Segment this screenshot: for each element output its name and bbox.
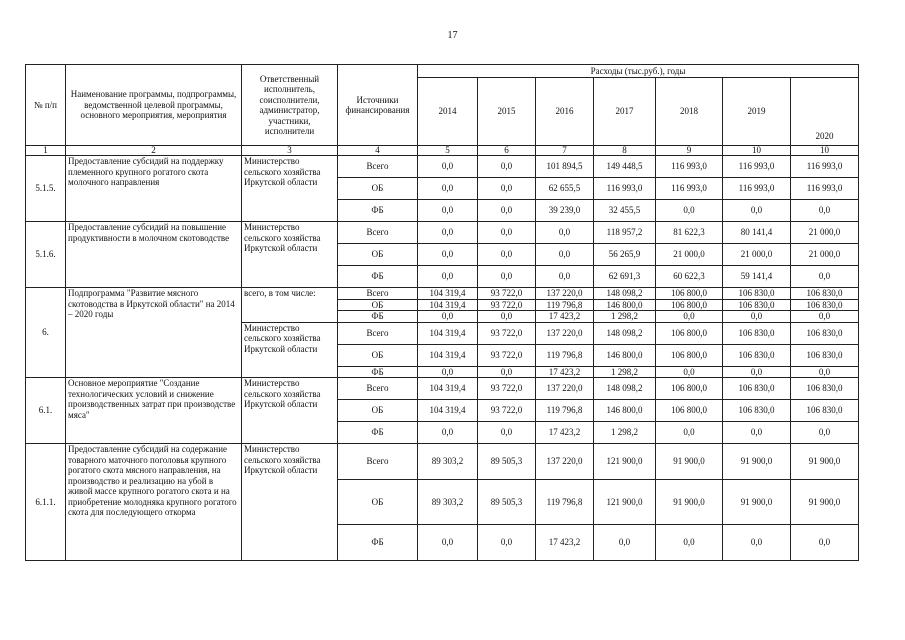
funding-source: ФБ	[338, 266, 418, 288]
amount-cell: 93 722,0	[478, 344, 536, 366]
funding-source: ОБ	[338, 178, 418, 200]
amount-cell: 0,0	[723, 525, 791, 561]
amount-cell: 149 448,5	[594, 156, 656, 178]
amount-cell: 0,0	[791, 200, 859, 222]
amount-cell: 0,0	[656, 525, 723, 561]
amount-cell: 137 220,0	[536, 288, 594, 300]
amount-cell: 93 722,0	[478, 378, 536, 400]
amount-cell: 146 800,0	[594, 400, 656, 422]
table-row	[26, 444, 859, 480]
budget-table	[25, 64, 859, 561]
amount-cell: 0,0	[478, 156, 536, 178]
amount-cell: 21 000,0	[723, 244, 791, 266]
column-number-row	[26, 146, 859, 156]
header-year: 2019	[723, 78, 791, 146]
header-num: № п/п	[26, 65, 66, 146]
row-name: Подпрограмма "Развитие мясного скотоводства в Иркутской области" на 2014 – 2020 годы	[66, 288, 242, 378]
amount-cell: 17 423,2	[536, 525, 594, 561]
amount-cell: 0,0	[418, 222, 478, 244]
amount-cell: 17 423,2	[536, 366, 594, 378]
header-expenses: Расходы (тыс.руб.), годы	[418, 65, 859, 78]
amount-cell: 106 800,0	[656, 322, 723, 344]
funding-source: ОБ	[338, 299, 418, 311]
row-executor: Министерство сельского хозяйства Иркутской области	[242, 444, 338, 561]
amount-cell: 32 455,5	[594, 200, 656, 222]
table-row	[26, 378, 859, 400]
amount-cell: 0,0	[418, 156, 478, 178]
amount-cell: 148 098,2	[594, 322, 656, 344]
funding-source: ФБ	[338, 525, 418, 561]
header-name: Наименование программы, подпрограммы, ведомственной целевой программы, основного мероприятия, мероприятия	[66, 65, 242, 146]
amount-cell: 0,0	[723, 311, 791, 323]
funding-source: ФБ	[338, 366, 418, 378]
amount-cell: 0,0	[478, 525, 536, 561]
funding-source: Всего	[338, 222, 418, 244]
amount-cell: 91 900,0	[723, 444, 791, 480]
amount-cell: 59 141,4	[723, 266, 791, 288]
amount-cell: 0,0	[594, 525, 656, 561]
funding-source: ОБ	[338, 344, 418, 366]
amount-cell: 106 830,0	[791, 322, 859, 344]
amount-cell: 89 505,3	[478, 444, 536, 480]
header-year: 2018	[656, 78, 723, 146]
amount-cell: 0,0	[791, 366, 859, 378]
amount-cell: 0,0	[478, 200, 536, 222]
amount-cell: 146 800,0	[594, 299, 656, 311]
amount-cell: 0,0	[418, 366, 478, 378]
table-row	[26, 222, 859, 244]
amount-cell: 62 691,3	[594, 266, 656, 288]
funding-source: Всего	[338, 444, 418, 480]
amount-cell: 116 993,0	[791, 156, 859, 178]
amount-cell: 0,0	[418, 311, 478, 323]
row-name: Предоставление субсидий на поддержку племенного крупного рогатого скота молочного направления	[66, 156, 242, 222]
amount-cell: 119 796,8	[536, 400, 594, 422]
amount-cell: 106 830,0	[723, 288, 791, 300]
column-number: 7	[536, 146, 594, 156]
amount-cell: 0,0	[536, 222, 594, 244]
funding-source: Всего	[338, 378, 418, 400]
amount-cell: 106 800,0	[656, 344, 723, 366]
column-number: 2	[66, 146, 242, 156]
amount-cell: 104 319,4	[418, 322, 478, 344]
amount-cell: 62 655,5	[536, 178, 594, 200]
amount-cell: 89 303,2	[418, 480, 478, 525]
column-number: 6	[478, 146, 536, 156]
amount-cell: 106 830,0	[791, 400, 859, 422]
amount-cell: 119 796,8	[536, 480, 594, 525]
amount-cell: 93 722,0	[478, 288, 536, 300]
funding-source: ОБ	[338, 244, 418, 266]
amount-cell: 0,0	[536, 266, 594, 288]
amount-cell: 146 800,0	[594, 344, 656, 366]
amount-cell: 91 900,0	[723, 480, 791, 525]
amount-cell: 21 000,0	[791, 222, 859, 244]
amount-cell: 93 722,0	[478, 400, 536, 422]
amount-cell: 1 298,2	[594, 311, 656, 323]
amount-cell: 0,0	[478, 178, 536, 200]
amount-cell: 0,0	[723, 422, 791, 444]
amount-cell: 21 000,0	[791, 244, 859, 266]
column-number: 8	[594, 146, 656, 156]
row-executor: Министерство сельского хозяйства Иркутской области	[242, 222, 338, 288]
amount-cell: 106 830,0	[791, 299, 859, 311]
amount-cell: 0,0	[656, 200, 723, 222]
column-number: 10	[791, 146, 859, 156]
amount-cell: 1 298,2	[594, 422, 656, 444]
amount-cell: 104 319,4	[418, 344, 478, 366]
funding-source: Всего	[338, 322, 418, 344]
amount-cell: 137 220,0	[536, 444, 594, 480]
amount-cell: 60 622,3	[656, 266, 723, 288]
amount-cell: 116 993,0	[656, 156, 723, 178]
amount-cell: 0,0	[478, 422, 536, 444]
funding-source: ФБ	[338, 422, 418, 444]
amount-cell: 0,0	[791, 525, 859, 561]
amount-cell: 0,0	[656, 366, 723, 378]
amount-cell: 104 319,4	[418, 378, 478, 400]
amount-cell: 119 796,8	[536, 344, 594, 366]
amount-cell: 116 993,0	[723, 178, 791, 200]
amount-cell: 39 239,0	[536, 200, 594, 222]
column-number: 4	[338, 146, 418, 156]
table-row	[26, 288, 859, 300]
amount-cell: 121 900,0	[594, 480, 656, 525]
amount-cell: 91 900,0	[656, 480, 723, 525]
table-row	[26, 156, 859, 178]
row-number: 6.1.1.	[26, 444, 66, 561]
amount-cell: 106 800,0	[656, 299, 723, 311]
amount-cell: 106 830,0	[723, 322, 791, 344]
column-number: 3	[242, 146, 338, 156]
amount-cell: 89 303,2	[418, 444, 478, 480]
row-name: Предоставление субсидий на повышение продуктивности в молочном скотоводстве	[66, 222, 242, 288]
amount-cell: 0,0	[418, 178, 478, 200]
amount-cell: 106 830,0	[723, 344, 791, 366]
column-number: 5	[418, 146, 478, 156]
header-year: 2014	[418, 78, 478, 146]
amount-cell: 121 900,0	[594, 444, 656, 480]
amount-cell: 137 220,0	[536, 322, 594, 344]
amount-cell: 0,0	[656, 422, 723, 444]
column-number: 1	[26, 146, 66, 156]
amount-cell: 93 722,0	[478, 322, 536, 344]
row-executor: Министерство сельского хозяйства Иркутской области	[242, 322, 338, 378]
amount-cell: 1 298,2	[594, 366, 656, 378]
amount-cell: 106 830,0	[723, 378, 791, 400]
amount-cell: 91 900,0	[656, 444, 723, 480]
amount-cell: 91 900,0	[791, 444, 859, 480]
amount-cell: 106 830,0	[791, 378, 859, 400]
amount-cell: 56 265,9	[594, 244, 656, 266]
funding-source: ФБ	[338, 311, 418, 323]
row-number: 5.1.5.	[26, 156, 66, 222]
amount-cell: 80 141,4	[723, 222, 791, 244]
amount-cell: 0,0	[418, 244, 478, 266]
amount-cell: 0,0	[723, 200, 791, 222]
amount-cell: 93 722,0	[478, 299, 536, 311]
row-number: 6.	[26, 288, 66, 378]
amount-cell: 0,0	[791, 422, 859, 444]
amount-cell: 0,0	[418, 525, 478, 561]
amount-cell: 148 098,2	[594, 288, 656, 300]
amount-cell: 0,0	[723, 366, 791, 378]
amount-cell: 0,0	[418, 266, 478, 288]
amount-cell: 17 423,2	[536, 422, 594, 444]
amount-cell: 116 993,0	[656, 178, 723, 200]
amount-cell: 0,0	[478, 311, 536, 323]
header-year: 2015	[478, 78, 536, 146]
amount-cell: 89 505,3	[478, 480, 536, 525]
amount-cell: 0,0	[478, 266, 536, 288]
funding-source: Всего	[338, 288, 418, 300]
page-number: 17	[447, 30, 458, 41]
amount-cell: 0,0	[536, 244, 594, 266]
table-body	[26, 156, 859, 561]
header-year: 2016	[536, 78, 594, 146]
amount-cell: 0,0	[418, 422, 478, 444]
column-number: 9	[656, 146, 723, 156]
row-executor: Министерство сельского хозяйства Иркутской области	[242, 378, 338, 444]
amount-cell: 106 800,0	[656, 378, 723, 400]
amount-cell: 106 800,0	[656, 288, 723, 300]
amount-cell: 104 319,4	[418, 400, 478, 422]
amount-cell: 101 894,5	[536, 156, 594, 178]
amount-cell: 0,0	[478, 222, 536, 244]
row-number: 5.1.6.	[26, 222, 66, 288]
amount-cell: 0,0	[656, 311, 723, 323]
row-number: 6.1.	[26, 378, 66, 444]
header-year: 2020	[791, 78, 859, 146]
amount-cell: 0,0	[478, 244, 536, 266]
header-year: 2017	[594, 78, 656, 146]
amount-cell: 116 993,0	[723, 156, 791, 178]
amount-cell: 0,0	[418, 200, 478, 222]
amount-cell: 104 319,4	[418, 299, 478, 311]
amount-cell: 17 423,2	[536, 311, 594, 323]
funding-source: ФБ	[338, 200, 418, 222]
funding-source: Всего	[338, 156, 418, 178]
amount-cell: 106 800,0	[656, 400, 723, 422]
amount-cell: 118 957,2	[594, 222, 656, 244]
amount-cell: 106 830,0	[723, 299, 791, 311]
amount-cell: 104 319,4	[418, 288, 478, 300]
amount-cell: 0,0	[791, 266, 859, 288]
amount-cell: 137 220,0	[536, 378, 594, 400]
amount-cell: 0,0	[478, 366, 536, 378]
amount-cell: 91 900,0	[791, 480, 859, 525]
amount-cell: 106 830,0	[723, 400, 791, 422]
amount-cell: 21 000,0	[656, 244, 723, 266]
amount-cell: 116 993,0	[594, 178, 656, 200]
amount-cell: 116 993,0	[791, 178, 859, 200]
amount-cell: 81 622,3	[656, 222, 723, 244]
amount-cell: 119 796,8	[536, 299, 594, 311]
header-sources: Источники финансирования	[338, 65, 418, 146]
amount-cell: 0,0	[791, 311, 859, 323]
row-executor: всего, в том числе:	[242, 288, 338, 323]
row-executor: Министерство сельского хозяйства Иркутской области	[242, 156, 338, 222]
amount-cell: 106 830,0	[791, 288, 859, 300]
row-name: Основное мероприятие "Создание технологических условий и снижение производственных затрат при производстве мяса"	[66, 378, 242, 444]
header-executor: Ответственный исполнитель, соисполнители, администратор, участники, исполнители	[242, 65, 338, 146]
column-number: 10	[723, 146, 791, 156]
amount-cell: 148 098,2	[594, 378, 656, 400]
amount-cell: 106 830,0	[791, 344, 859, 366]
funding-source: ОБ	[338, 480, 418, 525]
funding-source: ОБ	[338, 400, 418, 422]
row-name: Предоставление субсидий на содержание товарного маточного поголовья крупного рогатого скота мясного направления, на производство и реализацию на убой в живой массе крупного рогатого скота и на приобретение молодняка крупного рогатого скота для последующего откорма	[66, 444, 242, 561]
